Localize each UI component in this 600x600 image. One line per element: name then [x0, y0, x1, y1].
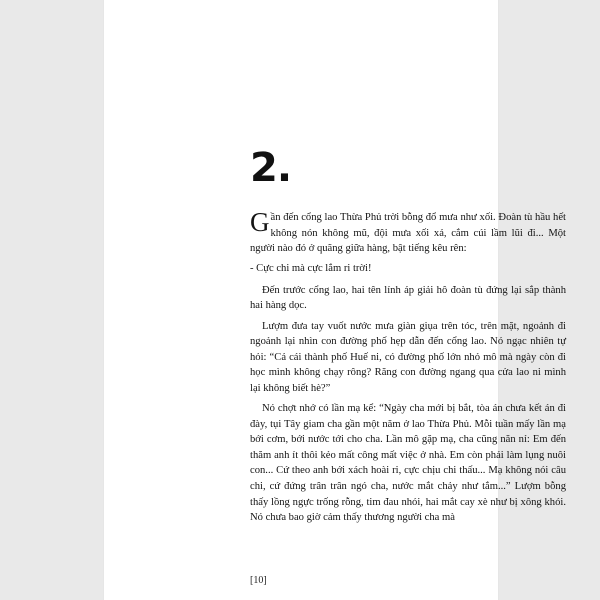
paragraph-2: - Cực chi mà cực lắm ri trời!: [250, 263, 372, 275]
paragraph-5: Nó chợt nhớ có lần mạ kể: “Ngày cha mới bị bắt, tòa án chưa kết án đi đày, tụi Tây giam cha gần một năm ở lao Thừa Phủ. Mỗi tuần mấy lần mạ bới cơm, bới nước tới cho cha. Lần mô gặp mạ, cha cũng năn nỉ: Em đến thăm anh ít thôi kẻo mất công mất việc ở nhà. Em còn phải làm lụng nuôi con... Cứ theo anh bới xách hoài ri, cực chịu chi thấu... Mạ không nói câu chi, cứ đứng trân trân ngó cha, nước mắt chảy như tắm...” Lượm bỗng thấy lồng ngực trống rỗng, tim đau nhói, hai mắt cay xè như bị xông khói. Nó chưa bao giờ cảm thấy thương người cha mà: [250, 403, 566, 524]
book-page: [104, 0, 566, 600]
paragraph-3: Đến trước cổng lao, hai tên lính áp giải hô đoàn tù đứng lại sắp thành hai hàng dọc.: [250, 284, 566, 312]
paragraph-1-text: ần đến cổng lao Thừa Phủ trời bỗng đổ mưa như xối. Đoàn tù hầu hết không nón không mũ, đội mưa xối xả, cắm cúi lầm lũi đi... Một người nào đó ở quãng giữa hàng, bật tiếng kêu rên:: [250, 212, 566, 255]
page-number: [10]: [250, 575, 267, 586]
drop-cap: G: [250, 207, 270, 237]
chapter-number: 2.: [250, 145, 292, 191]
paragraph-1: [250, 207, 566, 257]
chapter-body: [250, 207, 566, 530]
paragraph-4: Lượm đưa tay vuốt nước mưa giàn giụa trên tóc, trên mặt, ngoảnh đi ngoảnh lại nhìn con đường phố hẹp dẫn đến cổng lao. Nó ngạc nhiên tự hỏi: “Cả cái thành phố Huế ni, có đường phố lớn nhỏ mô mà ngày còn đi học mình không chạy rông? Răng con đường ngang qua cửa lao ni mình lại không biết hè?”: [250, 320, 566, 394]
